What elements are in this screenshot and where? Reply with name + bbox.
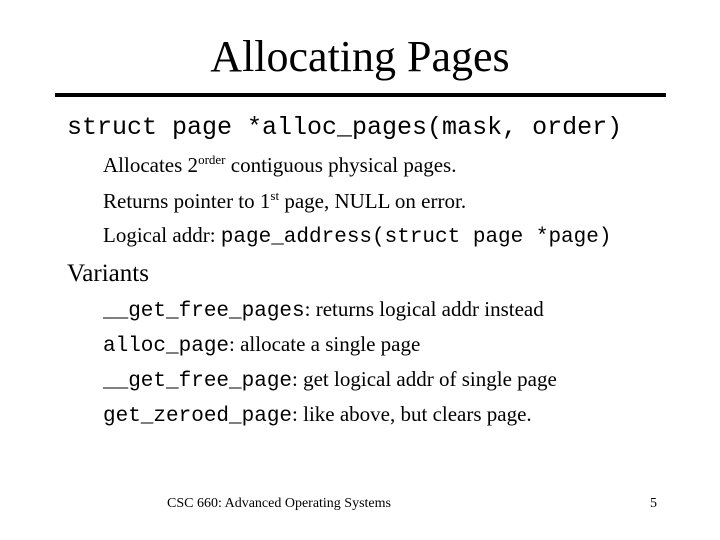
slide-title: Allocating Pages — [210, 32, 510, 81]
desc-logical-addr — [103, 222, 611, 251]
variant-text: : get logical addr of single page — [292, 367, 557, 391]
desc-returns-post: page, NULL on error. — [279, 189, 467, 213]
desc-logical-pre: Logical addr: — [103, 223, 221, 247]
variant-code: get_zeroed_page — [103, 405, 293, 428]
desc-allocates-pre: Allocates 2 — [103, 153, 199, 177]
variant-item — [103, 331, 420, 360]
variant-text: : allocate a single page — [229, 332, 421, 356]
variant-code: alloc_page — [103, 335, 230, 358]
variant-item — [103, 296, 544, 325]
desc-returns-pre: Returns pointer to 1 — [103, 189, 271, 213]
desc-returns-sup: st — [270, 188, 280, 203]
desc-allocates-sup: order — [198, 152, 226, 167]
function-signature: struct page *alloc_pages(mask, order) — [67, 113, 623, 142]
variant-text: : returns logical addr instead — [304, 297, 544, 321]
desc-returns — [103, 188, 466, 214]
variant-item — [103, 401, 532, 430]
desc-logical-code: page_address(struct page *page) — [220, 226, 612, 249]
variant-text: : like above, but clears page. — [292, 402, 532, 426]
title-divider — [55, 93, 666, 97]
desc-allocates — [103, 152, 456, 178]
footer-course: CSC 660: Advanced Operating Systems — [167, 496, 391, 511]
desc-allocates-post: contiguous physical pages. — [225, 153, 457, 177]
variant-item — [103, 366, 557, 395]
variants-heading: Variants — [67, 260, 149, 287]
variant-code: __get_free_pages — [103, 300, 305, 323]
variant-code: __get_free_page — [103, 370, 293, 393]
page-number: 5 — [650, 496, 657, 511]
